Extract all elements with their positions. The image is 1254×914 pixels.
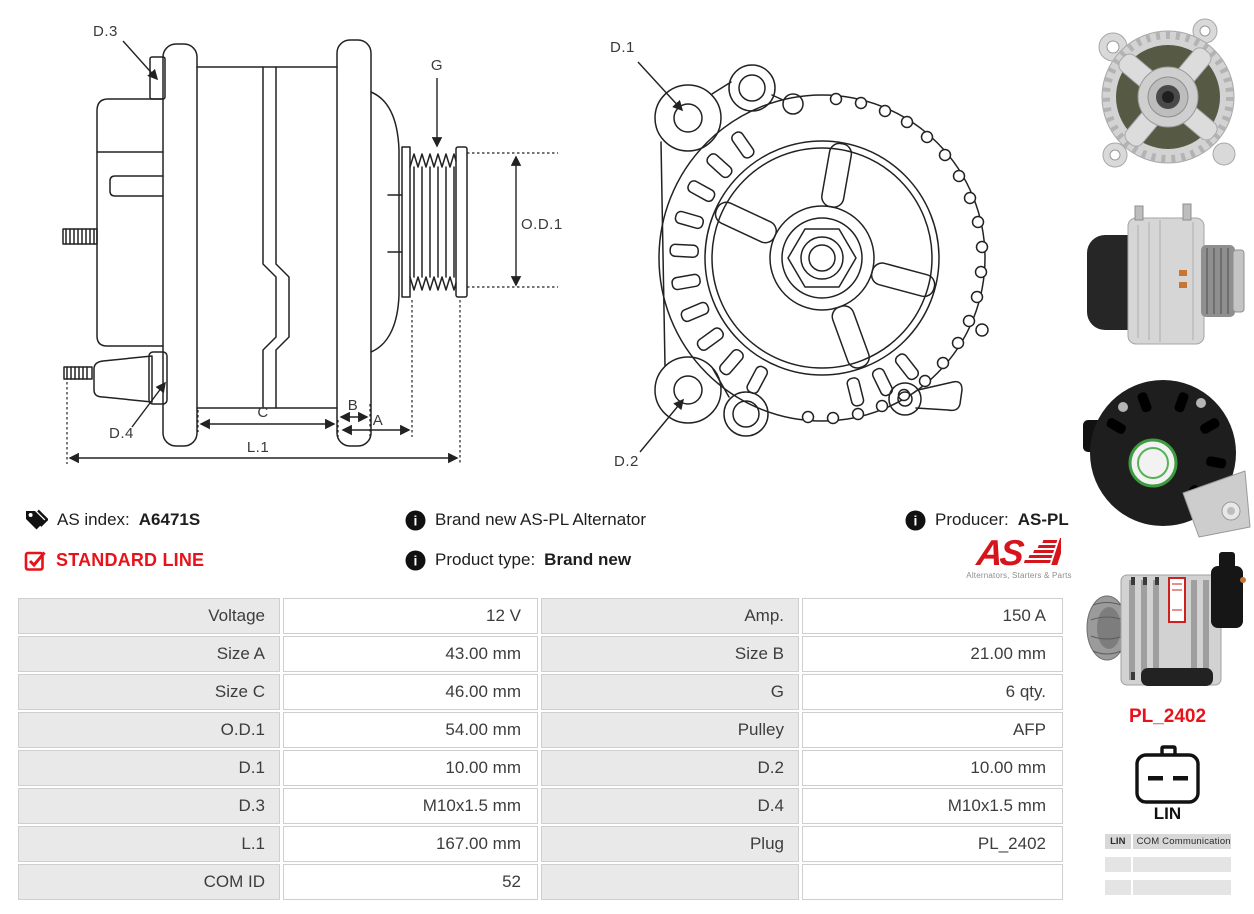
- spec-label: Amp.: [541, 598, 799, 634]
- dim-label-l1: L.1: [246, 439, 270, 456]
- spec-label: Voltage: [18, 598, 280, 634]
- as-pl-logo-text: AS: [974, 532, 1024, 573]
- standard-line-label: STANDARD LINE: [56, 549, 205, 570]
- com-table-empty-cell: [1133, 880, 1231, 895]
- svg-text:i: i: [413, 552, 418, 568]
- spec-value: 10.00 mm: [802, 750, 1063, 786]
- plug-connector-icon: [1134, 744, 1202, 806]
- spec-label: D.4: [541, 788, 799, 824]
- com-table-description: COM Communication: [1133, 834, 1231, 849]
- info-icon: [405, 550, 426, 571]
- spec-value: AFP: [802, 712, 1063, 748]
- product-type-row: [405, 547, 631, 573]
- com-table-protocol: LIN: [1105, 834, 1131, 849]
- product-type-label: Product type:: [435, 550, 536, 569]
- spec-value: M10x1.5 mm: [283, 788, 538, 824]
- brand-new-note-row: [405, 507, 646, 533]
- dim-label-d2: D.2: [614, 453, 639, 470]
- as-index-row: [24, 507, 200, 533]
- spec-value: [802, 864, 1063, 900]
- spec-label: D.3: [18, 788, 280, 824]
- spec-value: 6 qty.: [802, 674, 1063, 710]
- com-table-empty-cell: [1105, 857, 1131, 872]
- product-photo-front[interactable]: [1083, 5, 1254, 185]
- producer-row: [905, 507, 1069, 533]
- spec-label: Size C: [18, 674, 280, 710]
- spec-label: D.1: [18, 750, 280, 786]
- spec-label: L.1: [18, 826, 280, 862]
- as-pl-logo: [961, 534, 1077, 580]
- com-table-empty-cell: [1133, 857, 1231, 872]
- svg-text:i: i: [413, 512, 418, 528]
- spec-label: Pulley: [541, 712, 799, 748]
- dim-label-a: A: [372, 412, 384, 429]
- spec-label: D.2: [541, 750, 799, 786]
- dim-label-g: G: [430, 57, 444, 74]
- product-photo-rear[interactable]: [1083, 365, 1254, 545]
- producer-label: Producer:: [935, 510, 1009, 529]
- as-index-value: A6471S: [138, 510, 201, 529]
- alternator-front-view-drawing: [600, 20, 1020, 480]
- product-photo-side-left[interactable]: [1083, 550, 1254, 705]
- as-pl-logo-stripes: [1023, 538, 1061, 568]
- spec-value: 46.00 mm: [283, 674, 538, 710]
- spec-value: 150 A: [802, 598, 1063, 634]
- info-icon: [405, 510, 426, 531]
- spec-label: Size B: [541, 636, 799, 672]
- spec-label: O.D.1: [18, 712, 280, 748]
- spec-label: [541, 864, 799, 900]
- standard-line-row: [24, 547, 204, 573]
- as-index-label: AS index:: [57, 510, 130, 529]
- spec-value: 52: [283, 864, 538, 900]
- checked-checkbox-icon: [24, 549, 47, 572]
- dim-label-d3: D.3: [93, 23, 118, 40]
- spec-value: 43.00 mm: [283, 636, 538, 672]
- brand-new-note: Brand new AS-PL Alternator: [435, 510, 647, 529]
- dim-label-b: B: [347, 397, 359, 414]
- spec-label: Plug: [541, 826, 799, 862]
- info-icon: [905, 510, 926, 531]
- plug-code: PL_2402: [1128, 706, 1207, 727]
- spec-table: [18, 598, 1063, 900]
- spec-value: 167.00 mm: [283, 826, 538, 862]
- spec-value: 21.00 mm: [802, 636, 1063, 672]
- producer-value: AS-PL: [1017, 510, 1069, 529]
- spec-value: M10x1.5 mm: [802, 788, 1063, 824]
- spec-value: 12 V: [283, 598, 538, 634]
- spec-label: COM ID: [18, 864, 280, 900]
- dim-label-d1: D.1: [610, 39, 635, 56]
- tag-icon: [24, 508, 48, 532]
- com-communication-table: [1105, 834, 1231, 903]
- dim-label-c: C: [257, 404, 269, 421]
- dim-label-d4: D.4: [109, 425, 134, 442]
- spec-value: PL_2402: [802, 826, 1063, 862]
- com-table-empty-cell: [1105, 880, 1131, 895]
- as-pl-logo-tagline: Alternators, Starters & Parts: [966, 571, 1072, 580]
- spec-value: 10.00 mm: [283, 750, 538, 786]
- product-type-value: Brand new: [544, 550, 632, 569]
- alternator-side-view-drawing: [0, 0, 580, 490]
- product-photo-side-right[interactable]: [1083, 190, 1254, 360]
- plug-connector-type: LIN: [1153, 804, 1182, 823]
- dim-label-od1: O.D.1: [521, 216, 563, 233]
- spec-label: Size A: [18, 636, 280, 672]
- spec-label: G: [541, 674, 799, 710]
- svg-text:i: i: [913, 512, 918, 528]
- spec-value: 54.00 mm: [283, 712, 538, 748]
